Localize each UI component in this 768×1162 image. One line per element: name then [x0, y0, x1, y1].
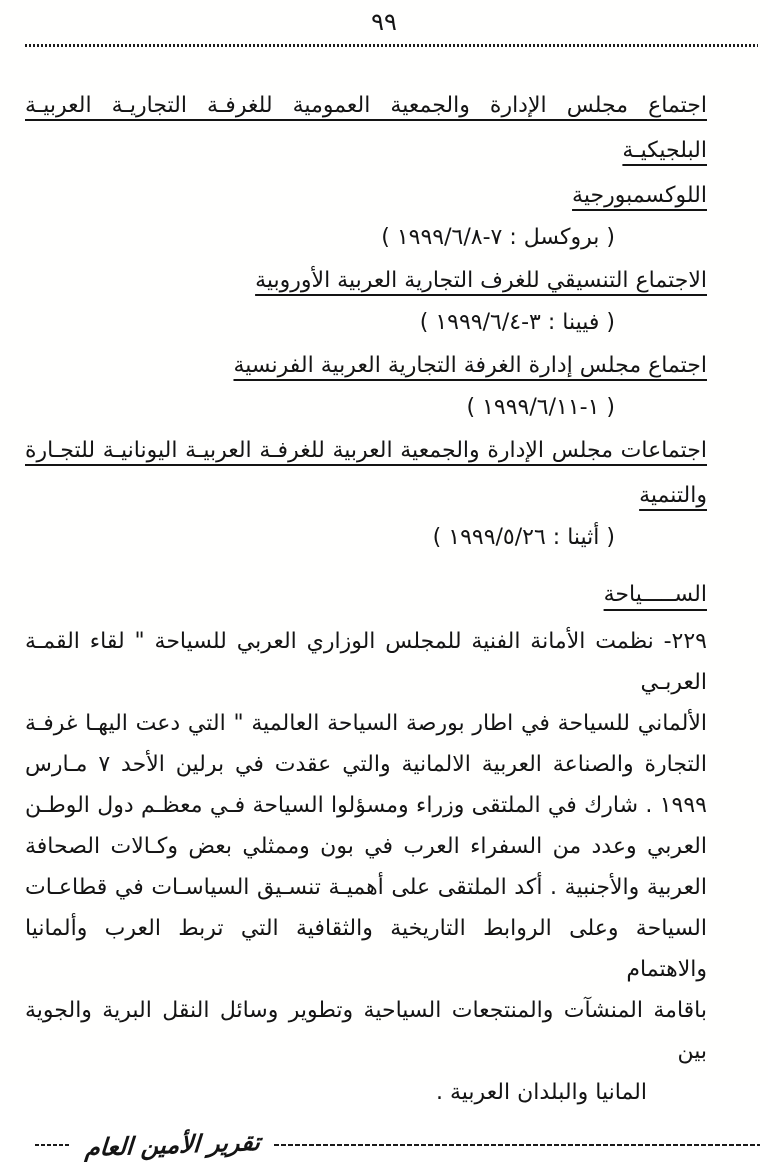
meeting-title-belgian-luxembourg-line2: اللوكسمبورجية: [572, 183, 707, 208]
paragraph-line: التجارة والصناعة العربية الالمانية والتي عقدت في برلين الأحد ٧ مـارس: [25, 752, 708, 777]
paragraph-line: السياحة وعلى الروابط التاريخية والثقافية التي تربط العرب وألمانيا والاهتمام: [25, 916, 707, 982]
section-title-tourism: الســـــياحة: [603, 582, 707, 607]
paragraph-line: الألماني للسياحة في اطار بورصة السياحة العالمية " التي دعت اليهـا غرفـة: [25, 711, 707, 736]
paragraph-line-last: المانيا والبلدان العربية .: [436, 1080, 647, 1105]
meeting-title-belgian-luxembourg-line1: اجتماع مجلس الإدارة والجمعية العمومية للغرفـة التجاريـة العربيـة البلجيكيـة: [25, 93, 707, 163]
meeting-date-paris: ( ١-١٩٩٩/٦/١١ ): [466, 395, 615, 420]
footer-rule: [274, 1144, 760, 1146]
meeting-title-european-coordination: الاجتماع التنسيقي للغرف التجارية العربية الأوروبية: [255, 268, 707, 293]
paragraph-line: ١٩٩٩ . شارك في الملتقى وزراء ومسؤلوا السياحة فـي معظـم دول الوطـن: [25, 793, 707, 818]
meeting-title-greek-chamber-line1: اجتماعات مجلس الإدارة والجمعية العربية للغرفـة العربيـة اليونانيـة للتجـارة: [25, 438, 707, 463]
paragraph-229: [25, 621, 707, 1113]
footer-signature: تقرير الأمين العام: [84, 1127, 262, 1162]
meeting-date-vienna: ( فيينا : ٣-١٩٩٩/٦/٤ ): [419, 310, 615, 335]
footer-dash-left: [35, 1144, 69, 1146]
meeting-title-greek-chamber-line2: والتنمية: [639, 483, 707, 508]
meeting-date-brussels: ( بروكسل : ٧-١٩٩٩/٦/٨ ): [381, 225, 615, 250]
paragraph-line: العربي وعدد من السفراء العرب في بون وممثلي بعض وكـالات الصحافة: [25, 834, 707, 859]
meeting-title-french-chamber: اجتماع مجلس إدارة الغرفة التجارية العربية الفرنسية: [233, 353, 707, 378]
page-content: [25, 83, 707, 1113]
meeting-date-athens: ( أثينا : ١٩٩٩/٥/٢٦ ): [432, 525, 615, 550]
page-footer: [35, 1129, 760, 1161]
paragraph-line: العربية والأجنبية . أكد الملتقى على أهميـة تنسـيق السياسـات في قطاعـات: [25, 875, 707, 900]
paragraph-line: ٢٢٩- نظمت الأمانة الفنية للمجلس الوزاري العربي للسياحة " لقاء القمـة العربـي: [25, 629, 707, 695]
header-rule: [25, 44, 758, 47]
page-number: ٩٩: [371, 8, 397, 36]
paragraph-line: باقامة المنشآت والمنتجعات السياحية وتطوير وسائل النقل البرية والجوية بين: [25, 998, 707, 1064]
